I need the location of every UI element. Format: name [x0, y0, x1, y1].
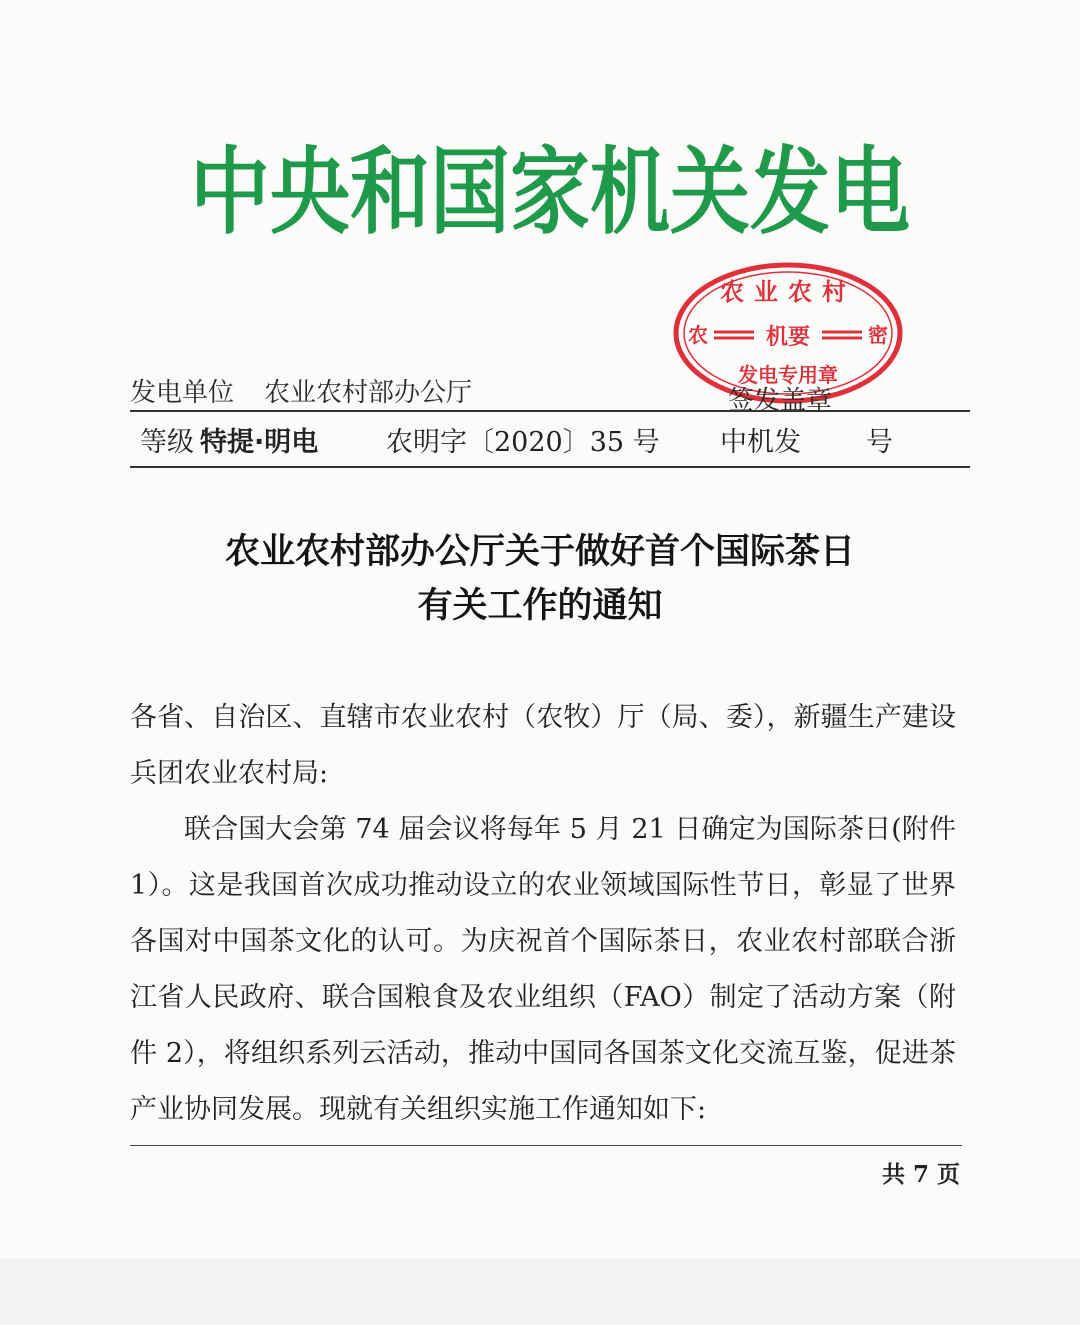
sender-value: 农业农村部办公厅 — [264, 378, 473, 408]
divider-top — [130, 410, 970, 412]
paragraph-1: 联合国大会第 74 届会议将每年 5 月 21 日确定为国际茶日(附件 1）。这是我国首次成功推动设立的农业领域国际性节日，彰显了世界各国对中国茶文化的认可。为庆祝首个国际茶日，农业农村部联合浙江省人民政府、联合国粮食及农业组织（FAO）制定了活动方案（附件 2），将组织系列云活动，推动中国同各国茶文化交流互鉴，促进茶产业协同发展。现就有关组织实施工作通知如下: — [130, 814, 956, 1125]
sender-row — [130, 370, 970, 416]
document-title — [130, 525, 950, 633]
seal-bottom-text: 发电专用章 — [738, 363, 838, 387]
salutation: 各省、自治区、直辖市农业农村（农牧）厅（局、委），新疆生产建设兵团农业农村局: — [130, 702, 956, 789]
seal-top-text: 农业农村 — [720, 278, 856, 306]
seal-middle-text: 机要 — [765, 325, 811, 350]
title-line-1: 农业农村部办公厅关于做好首个国际茶日 — [224, 532, 855, 572]
grade-label: 等级 — [140, 427, 194, 458]
central-issue-label: 中机发 — [720, 427, 801, 458]
divider-bottom — [130, 466, 970, 468]
seal-side-left: 农 — [688, 323, 708, 347]
central-issue-number-suffix: 号 — [866, 427, 893, 458]
sign-seal-label: 签发盖章 — [728, 386, 833, 416]
page-count: 共 7 页 — [881, 1161, 960, 1188]
footer-divider — [130, 1145, 962, 1146]
header-banner: 中央和国家机关发电 — [190, 136, 910, 247]
grade-value: 特提·明电 — [200, 427, 319, 458]
sender-label: 发电单位 — [130, 378, 235, 408]
seal-side-right: 密 — [868, 323, 888, 347]
title-line-2: 有关工作的通知 — [417, 586, 663, 626]
grade-row — [140, 418, 970, 458]
document-body — [130, 690, 956, 1138]
document-number: 农明字〔2020〕35 号 — [386, 427, 660, 458]
